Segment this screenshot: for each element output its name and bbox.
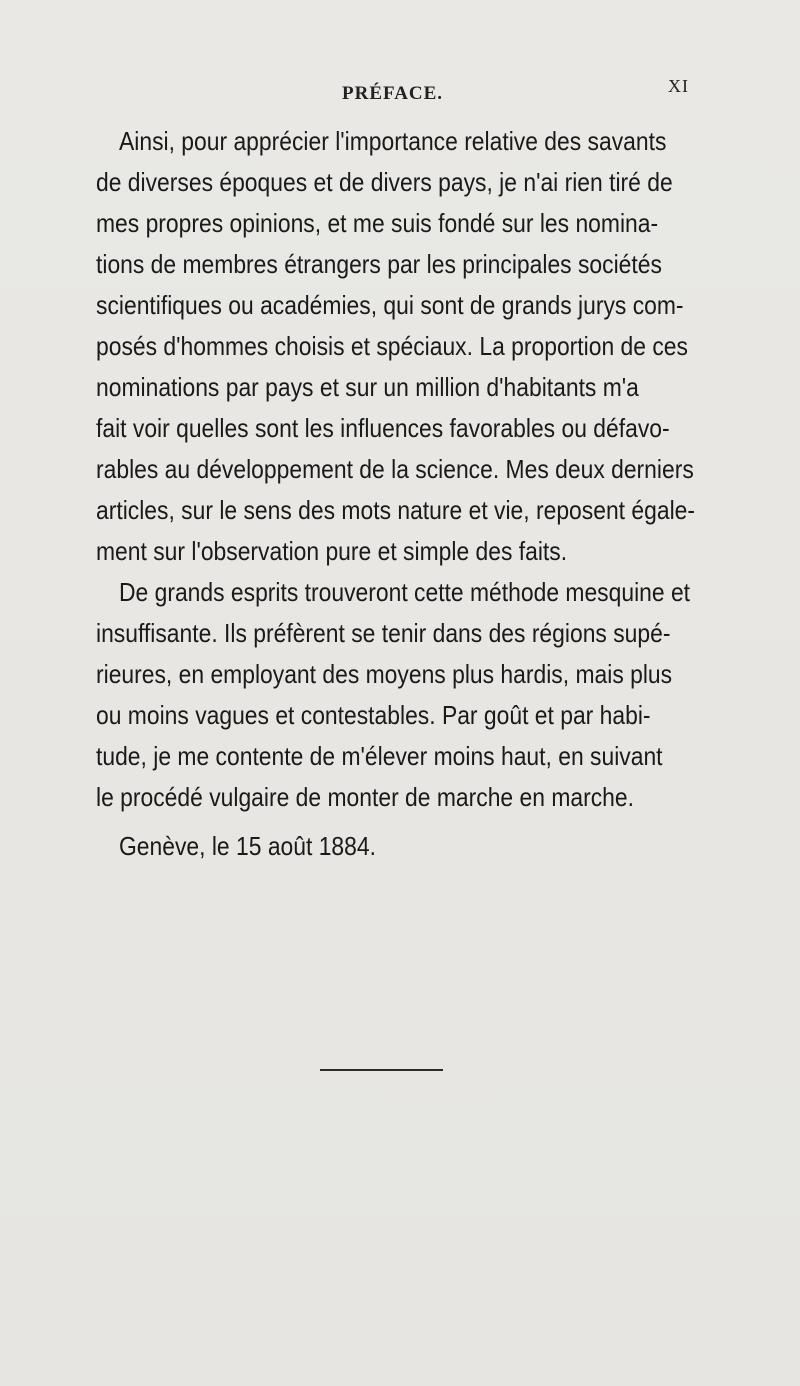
text-line: le procédé vulgaire de monter de marche en marche.: [96, 782, 634, 812]
text-line: rieures, en employant des moyens plus hardis, mais plus: [96, 659, 673, 689]
text-line: mes propres opinions, et me suis fondé sur les nomina-: [96, 208, 659, 238]
text-line: insuffisante. Ils préfèrent se tenir dans des régions supé-: [96, 618, 671, 648]
text-line: De grands esprits trouveront cette méthode mesquine et: [119, 577, 691, 607]
text-line: fait voir quelles sont les influences favorables ou défavo-: [96, 413, 670, 443]
text-line: tions de membres étrangers par les principales sociétés: [96, 249, 662, 279]
closing-rule: [320, 1069, 443, 1071]
text-line: rables au développement de la science. Mes deux derniers: [96, 454, 694, 484]
text-line: posés d'hommes choisis et spéciaux. La proportion de ces: [96, 331, 688, 361]
text-line: Ainsi, pour apprécier l'importance relative des savants: [119, 126, 667, 156]
text-line: ou moins vagues et contestables. Par goût et par habi-: [96, 700, 651, 730]
page-number: XI: [668, 76, 689, 96]
text-line: nominations par pays et sur un million d'habitants m'a: [96, 372, 639, 402]
text-line: tude, je me contente de m'élever moins haut, en suivant: [96, 741, 663, 771]
text-line: ment sur l'observation pure et simple des faits.: [96, 536, 568, 566]
dateline: Genève, le 15 août 1884.: [119, 831, 376, 861]
text-line: scientifiques ou académies, qui sont de grands jurys com-: [96, 290, 684, 320]
text-line: de diverses époques et de divers pays, je n'ai rien tiré de: [96, 167, 673, 197]
running-head: PRÉFACE.: [342, 83, 444, 104]
text-line: articles, sur le sens des mots nature et vie, reposent égale-: [96, 495, 695, 525]
